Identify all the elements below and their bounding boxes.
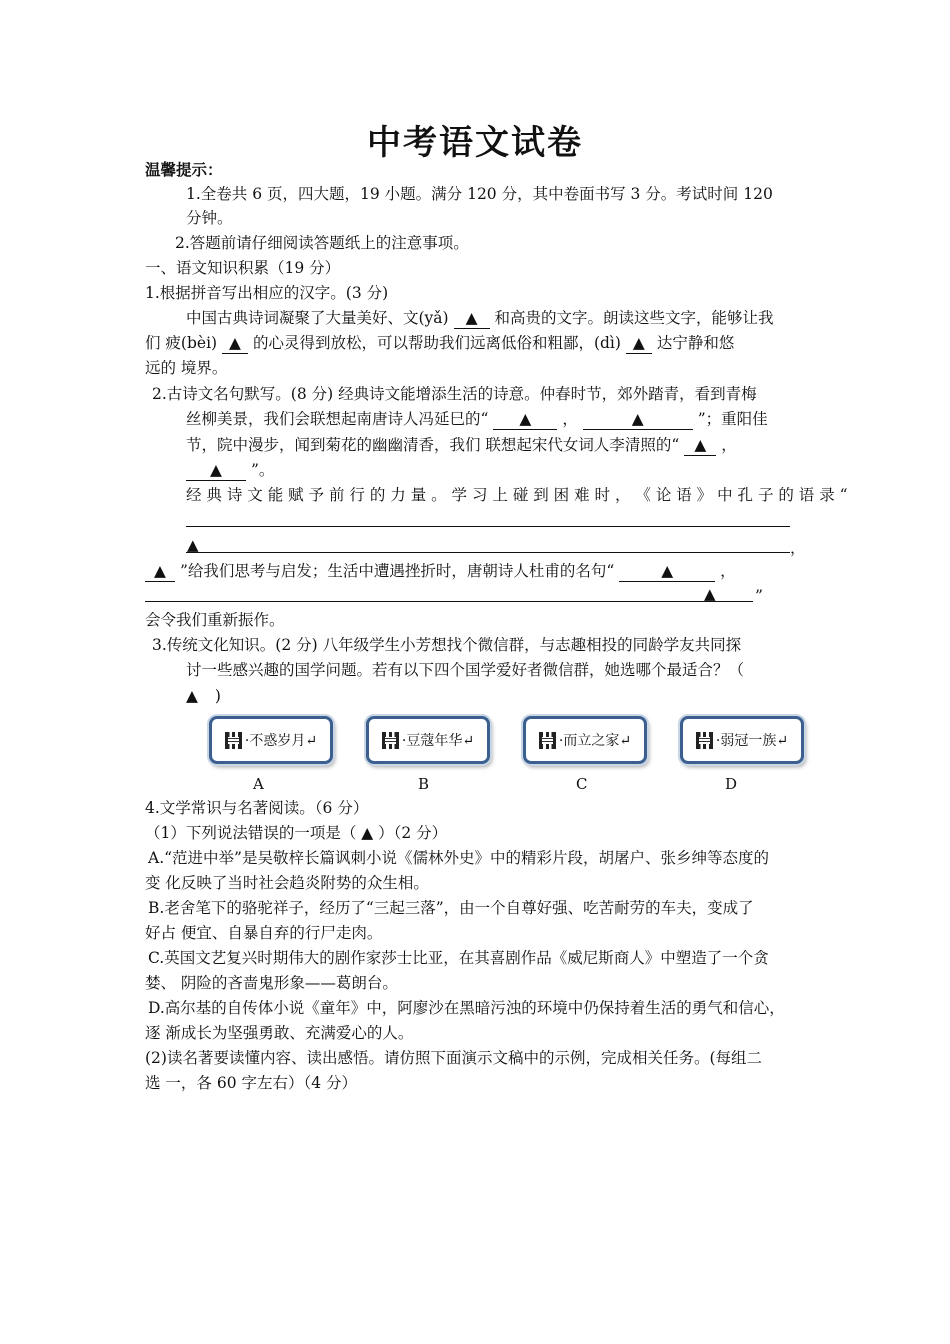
q2-text-8b: ， [720,562,736,580]
q4-option-a-1: A.“范进中举”是吴敬梓长篇讽刺小说《儒林外史》中的精彩片段，胡屠户、张乡绅等态度的 [148,849,769,867]
q4-option-c-2: 婪、 阴险的吝啬鬼形象——葛朗台。 [145,974,398,992]
option-label-b: B [418,775,430,793]
tips-line-1: 1.全卷共 6 页，四大题，19 小题。满分 120 分，其中卷面书写 3 分。考试时间 120 [186,185,773,203]
q1-text-1b: 和高贵的文字。朗读这些文字，能够让我 [494,309,774,327]
q1-blank-2[interactable]: ▲ [222,333,248,354]
option-label-a: A [253,775,264,793]
q2-blank-7[interactable]: ▲ [619,561,715,582]
q2-text-2c: ”；重阳佳 [697,410,768,428]
q4-option-b-1: B.老舍笔下的骆驼祥子，经历了“三起三落”，由一个自尊好强、吃苦耐劳的车夫，变成了 [148,899,754,917]
wechat-group-name: ·不惑岁月↵ [244,733,318,749]
q2-mark-8: ▲ [704,585,716,603]
q2-line-4 [186,458,274,482]
q1-blank-3[interactable]: ▲ [626,333,652,354]
q2-text-3a: 节，院中漫步，闻到菊花的幽幽清香，我们 联想起宋代女词人李清照的“ [186,436,680,454]
q2-line-10: 会令我们重新振作。 [145,611,285,629]
wechat-group-card-d[interactable] [680,716,804,764]
q3-line-3 [186,684,221,708]
q1-line-1 [186,306,773,330]
qr-code-icon [696,732,713,749]
q1-text-2a: 们 疲(bèi) [145,334,218,352]
q1-text-2b: 的心灵得到放松，可以帮助我们远离低俗和粗鄙，(dì) [252,334,621,352]
q2-mark-5: ▲ [187,536,199,554]
q2-close-quote: ” [755,587,763,605]
q4-option-b-2: 好占 便宜、自暴自弃的行尸走肉。 [145,924,383,942]
q2-line-5: 经 典 诗 文 能 赋 予 前 行 的 力 量 。 学 习 上 碰 到 困 难 时 ， 《 论 语 》 中 孔 子 的 语 录 “ [186,486,848,504]
q2-line-2 [186,407,768,431]
q4-sub-2: (2)读名著要读懂内容、读出感悟。请仿照下面演示文稿中的示例，完成相关任务。(每组二 [145,1049,763,1067]
q2-blank-2[interactable]: ▲ [583,409,693,430]
qr-code-icon [225,732,242,749]
q2-text-4: ”。 [250,461,275,479]
q4-sub-1: （1）下列说法错误的一项是（ ▲ ）（2 分） [145,824,448,842]
q2-blank-6[interactable]: ▲ [145,561,175,582]
q2-blank-1[interactable]: ▲ [493,409,557,430]
tips-line-2: 2.答题前请仔细阅读答题纸上的注意事项。 [175,234,469,252]
q2-answer-line-2[interactable] [186,552,790,553]
option-label-d: D [725,775,738,793]
q4-option-d-2: 逐 渐成长为坚强勇敢、充满爱心的人。 [145,1024,414,1042]
q1-line-3: 远的 境界。 [145,359,228,377]
q2-text-3b: ， [721,436,737,454]
q2-line-8 [145,559,736,583]
q3-line-2: 讨一些感兴趣的国学问题。若有以下四个国学爱好者微信群，她选哪个最适合？（ [186,661,745,679]
q1-text-1a: 中国古典诗词凝聚了大量美好、文(yǎ) [186,309,449,327]
qr-code-icon [382,732,399,749]
q2-blank-4[interactable]: ▲ [186,460,246,481]
q2-comma-1: ， [790,539,806,557]
q2-answer-line-1[interactable] [186,526,790,527]
q2-line-1: 2.古诗文名句默写。(8 分) 经典诗文能增添生活的诗意。仲春时节，郊外踏青，看到青梅 [152,385,757,403]
wechat-group-name: ·而立之家↵ [558,733,632,749]
q2-line-3 [186,433,737,457]
q1-blank-1[interactable]: ▲ [454,308,490,329]
wechat-group-name: ·弱冠一族↵ [715,733,789,749]
q3-close-paren: ) [214,687,221,705]
q2-blank-3[interactable]: ▲ [684,435,716,456]
q1-line-2 [145,331,734,355]
wechat-group-card-c[interactable] [523,716,647,764]
q4-option-d-1: D.高尔基的自传体小说《童年》中，阿廖沙在黑暗污浊的环境中仍保持着生活的勇气和信心， [148,999,785,1017]
q1-stem: 1.根据拼音写出相应的汉字。(3 分) [145,284,389,302]
q4-option-c-1: C.英国文艺复兴时期伟大的剧作家莎士比亚，在其喜剧作品《威尼斯商人》中塑造了一个贪 [148,949,769,967]
tips-line-1-cont: 分钟。 [186,209,233,227]
q2-text-2b: ， [562,410,578,428]
page-title: 中考语文试卷 [367,123,583,163]
q3-answer-mark[interactable]: ▲ [186,687,198,705]
option-label-c: C [576,775,588,793]
section-heading: 一、语文知识积累（19 分） [145,259,341,277]
tips-heading: 温馨提示： [145,160,223,179]
qr-code-icon [539,732,556,749]
q1-text-2c: 达宁静和悠 [656,334,735,352]
q3-line-1: 3.传统文化知识。(2 分) 八年级学生小芳想找个微信群，与志趣相投的同龄学友共同探 [152,636,742,654]
q2-answer-line-3[interactable] [145,601,753,602]
q2-text-2a: 丝柳美景，我们会联想起南唐诗人冯延巳的“ [186,410,489,428]
wechat-group-card-a[interactable] [209,716,333,764]
wechat-group-name: ·豆蔻年华↵ [401,733,475,749]
q4-option-a-2: 变 化反映了当时社会趋炎附势的众生相。 [145,874,429,892]
q2-text-8a: ”给我们思考与启发；生活中遭遇挫折时，唐朝诗人杜甫的名句“ [179,562,615,580]
q4-stem: 4.文学常识与名著阅读。（6 分） [145,799,369,817]
wechat-group-card-b[interactable] [366,716,490,764]
q4-sub-2-cont: 选 一，各 60 字左右）（4 分） [145,1074,358,1092]
